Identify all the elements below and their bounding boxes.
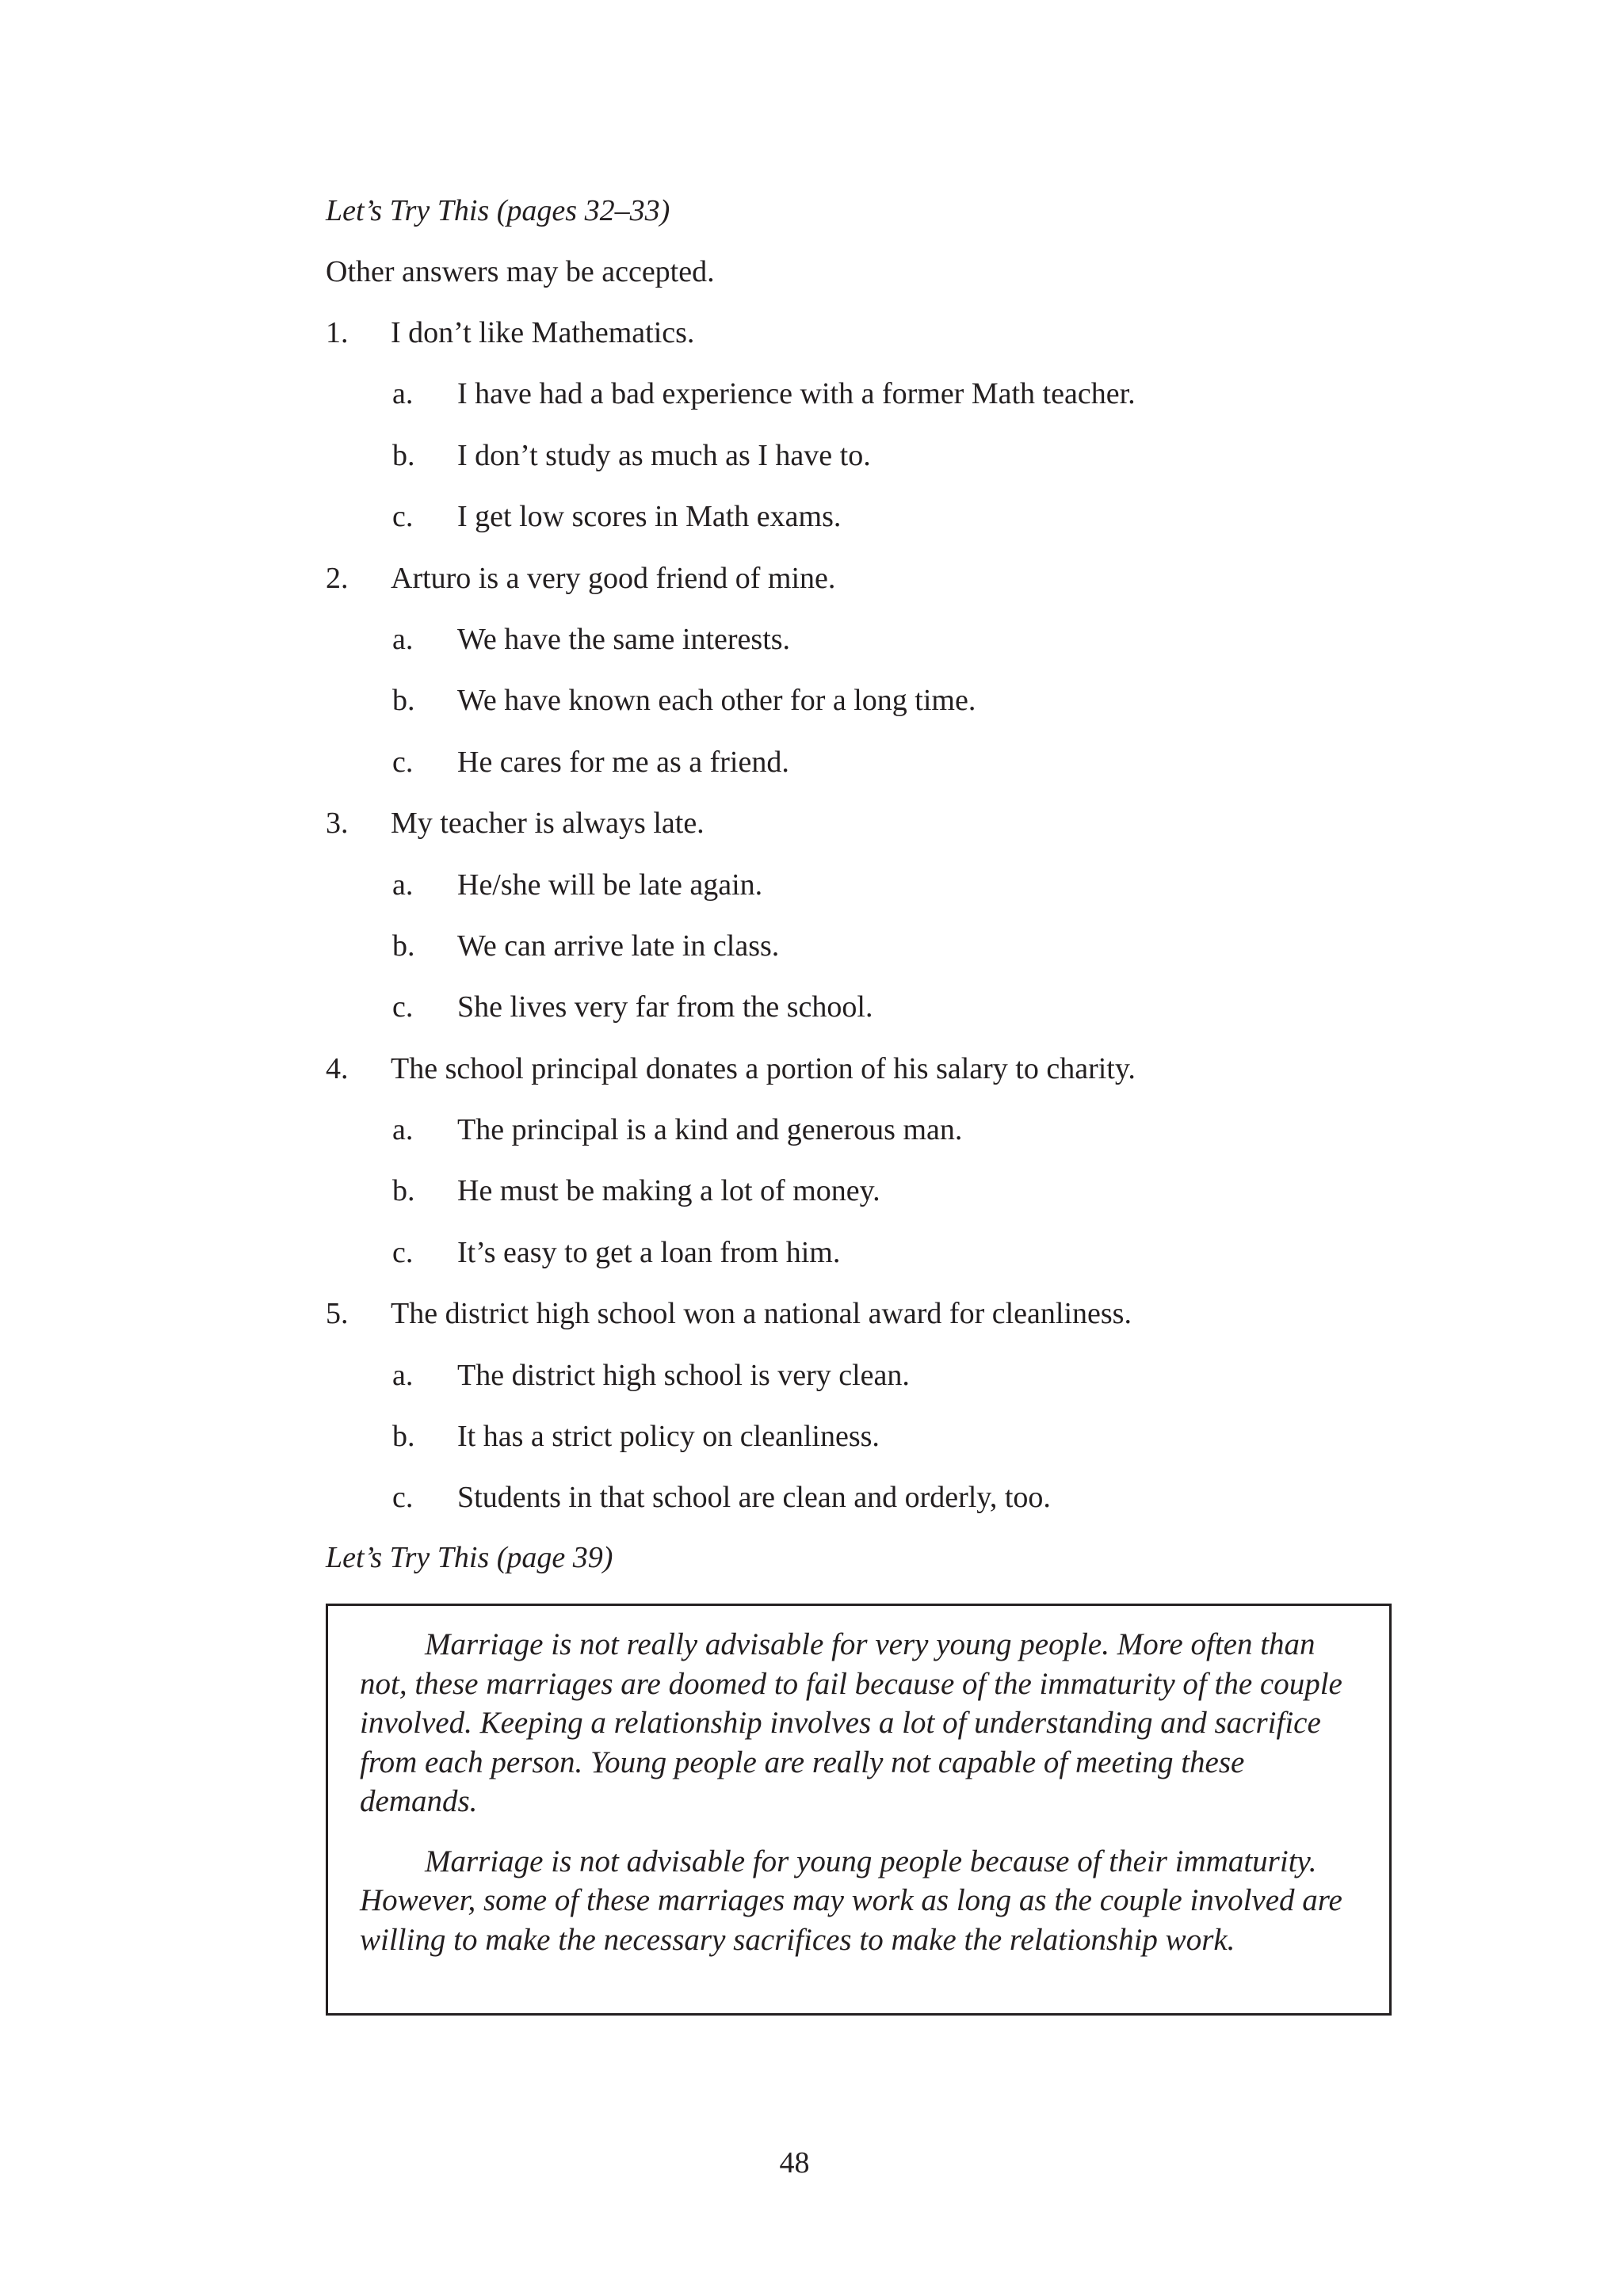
sub-item-letter: a.	[392, 622, 414, 656]
sub-item-text: We have known each other for a long time.	[457, 684, 976, 718]
sub-item-letter: c.	[392, 990, 414, 1024]
sub-item-letter: b.	[392, 929, 415, 963]
sub-item-letter: a.	[392, 868, 414, 902]
answer-paragraph-2: Marriage is not advisable for young people because of their immaturity. However, some of these marriages may work as long as the couple involved are willing to make the necessary sacrifices to make the relationship work.	[360, 1844, 1342, 1957]
sub-item-text: Students in that school are clean and orderly, too.	[457, 1481, 1051, 1515]
sub-item-letter: c.	[392, 1481, 414, 1515]
sub-item-text: She lives very far from the school.	[457, 990, 873, 1024]
item-number: 2.	[326, 561, 349, 595]
sub-item-letter: b.	[392, 1420, 415, 1454]
sub-item-letter: c.	[392, 500, 414, 534]
item-statement: The school principal donates a portion of his salary to charity.	[391, 1051, 1136, 1085]
sub-item-letter: c.	[392, 745, 414, 779]
item-statement: My teacher is always late.	[391, 807, 705, 841]
sub-item-text: It has a strict policy on cleanliness.	[457, 1420, 880, 1454]
sub-item-text: He/she will be late again.	[457, 868, 763, 902]
sub-item-text: We can arrive late in class.	[457, 929, 780, 963]
sub-item-letter: b.	[392, 438, 415, 472]
item-statement: The district high school won a national award for cleanliness.	[391, 1297, 1132, 1331]
sub-item-text: I have had a bad experience with a former Math teacher.	[457, 377, 1136, 411]
answer-box	[326, 1604, 1392, 2016]
sub-item-letter: a.	[392, 377, 414, 411]
sub-item-text: The principal is a kind and generous man.	[457, 1113, 963, 1147]
page-number: 48	[779, 2146, 810, 2180]
sub-item-letter: c.	[392, 1235, 414, 1269]
sub-item-letter: a.	[392, 1113, 414, 1147]
section-heading-page-39: Let’s Try This (page 39)	[326, 1541, 613, 1574]
answer-paragraph-1: Marriage is not really advisable for very young people. More often than not, these marriages are doomed to fail because of the immaturity of the couple involved. Keeping a relationship involves a lot of understanding and sacrifice from each person. Young people are really not capable of meeting these demands.	[360, 1627, 1342, 1818]
item-number: 5.	[326, 1297, 349, 1331]
item-number: 4.	[326, 1051, 349, 1085]
item-number: 3.	[326, 807, 349, 841]
sub-item-letter: a.	[392, 1358, 414, 1392]
sub-item-text: It’s easy to get a loan from him.	[457, 1235, 841, 1269]
sub-item-text: I don’t study as much as I have to.	[457, 438, 871, 472]
sub-item-letter: b.	[392, 1174, 415, 1208]
item-number: 1.	[326, 316, 349, 349]
intro-note: Other answers may be accepted.	[326, 255, 715, 288]
sub-item-letter: b.	[392, 684, 415, 718]
sub-item-text: I get low scores in Math exams.	[457, 500, 842, 534]
sub-item-text: He cares for me as a friend.	[457, 745, 789, 779]
sub-item-text: The district high school is very clean.	[457, 1358, 910, 1392]
sub-item-text: We have the same interests.	[457, 622, 791, 656]
section-heading-pages-32-33: Let’s Try This (pages 32–33)	[326, 194, 670, 227]
sub-item-text: He must be making a lot of money.	[457, 1174, 880, 1208]
item-statement: I don’t like Mathematics.	[391, 316, 695, 349]
item-statement: Arturo is a very good friend of mine.	[391, 561, 836, 595]
